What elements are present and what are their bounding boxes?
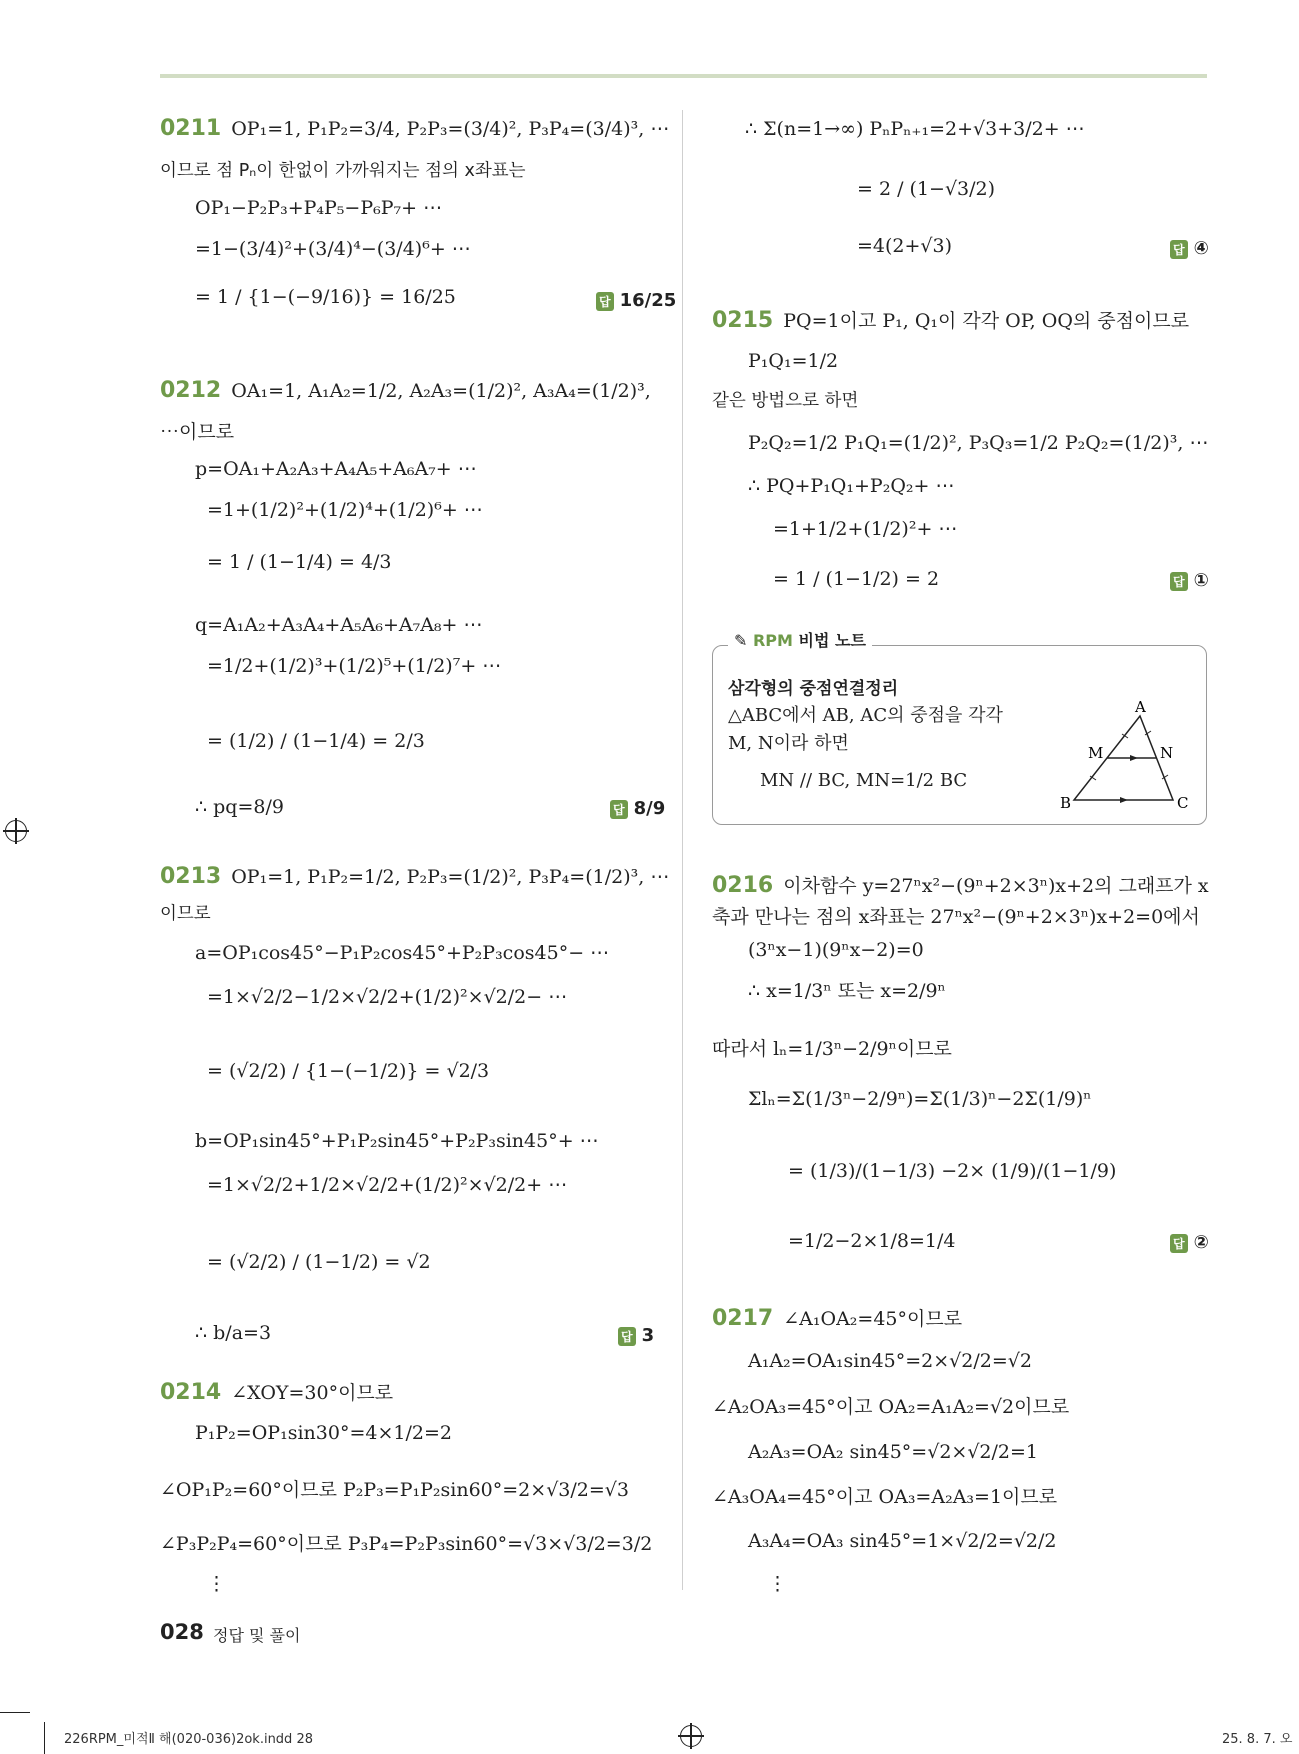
math-line: ∴ Σ(n=1→∞) PₙPₙ₊₁=2+√3+3/2+ ⋯ bbox=[745, 118, 1085, 140]
problem-0213-line: 0213 OP₁=1, P₁P₂=1/2, P₂P₃=(1/2)², P₃P₄=(1/2)³, ⋯ bbox=[160, 864, 670, 889]
math-line: ∴ x=1/3ⁿ 또는 x=2/9ⁿ bbox=[748, 980, 946, 1002]
math-line: ∠OP₁P₂=60°이므로 P₂P₃=P₁P₂sin60°=2×√3/2=√3 bbox=[160, 1479, 629, 1501]
math-line: =4(2+√3) bbox=[857, 235, 953, 257]
math-line: ∴ b/a=3 bbox=[195, 1322, 272, 1344]
math-line: =1+1/2+(1/2)²+ ⋯ bbox=[773, 518, 958, 540]
arrow-bc bbox=[1120, 797, 1128, 803]
problem-0215-line: 0215 PQ=1이고 P₁, Q₁이 각각 OP, OQ의 중점이므로 bbox=[712, 308, 1190, 333]
crop-mark bbox=[44, 1722, 45, 1754]
math-line: = (√2/2) / (1−1/2) = √2 bbox=[207, 1251, 431, 1273]
registration-mark-icon bbox=[680, 1725, 702, 1747]
answer-0214: 답 ④ bbox=[1170, 238, 1209, 259]
math-line: = 1 / {1−(−9/16)} = 16/25 bbox=[195, 286, 456, 308]
label-n: N bbox=[1160, 744, 1174, 762]
rpm-note-header: ✎ RPM 비법 노트 bbox=[728, 628, 872, 651]
math-line: A₃A₄=OA₃ sin45°=1×√2/2=√2/2 bbox=[748, 1530, 1057, 1552]
ellipsis: ⋮ bbox=[768, 1573, 787, 1595]
label-b: B bbox=[1060, 794, 1072, 812]
math-line: A₂A₃=OA₂ sin45°=√2×√2/2=1 bbox=[748, 1441, 1039, 1463]
problem-0216-line: 0216 이차함수 y=27ⁿx²−(9ⁿ+2×3ⁿ)x+2의 그래프가 x bbox=[712, 873, 1209, 898]
text-line: 이므로 점 Pₙ이 한없이 가까워지는 점의 x좌표는 bbox=[160, 161, 526, 181]
math-line: P₂Q₂=1/2 P₁Q₁=(1/2)², P₃Q₃=1/2 P₂Q₂=(1/2)³, ⋯ bbox=[748, 432, 1209, 454]
pencil-icon: ✎ bbox=[734, 631, 748, 650]
math-line: = (1/3)/(1−1/3) −2× (1/9)/(1−1/9) bbox=[788, 1160, 1117, 1182]
math-line: = 2 / (1−√3/2) bbox=[857, 178, 996, 200]
answer-0213: 답 3 bbox=[618, 1325, 654, 1346]
math-line: 따라서 lₙ=1/3ⁿ−2/9ⁿ이므로 bbox=[712, 1038, 952, 1060]
math-line: P₁Q₁=1/2 bbox=[748, 350, 839, 372]
problem-number: 0212 bbox=[160, 378, 222, 403]
math-line: = (1/2) / (1−1/4) = 2/3 bbox=[207, 730, 425, 752]
text-line: 같은 방법으로 하면 bbox=[712, 391, 859, 411]
problem-number: 0216 bbox=[712, 873, 774, 898]
math-line: Σlₙ=Σ(1/3ⁿ−2/9ⁿ)=Σ(1/3)ⁿ−2Σ(1/9)ⁿ bbox=[748, 1088, 1092, 1110]
label-m: M bbox=[1088, 744, 1104, 762]
math-line: ∴ PQ+P₁Q₁+P₂Q₂+ ⋯ bbox=[748, 475, 955, 497]
math-line: =1/2+(1/2)³+(1/2)⁵+(1/2)⁷+ ⋯ bbox=[207, 655, 502, 677]
text-line: ⋯이므로 bbox=[160, 421, 235, 443]
triangle-diagram bbox=[1050, 700, 1200, 815]
math-line: b=OP₁sin45°+P₁P₂sin45°+P₂P₃sin45°+ ⋯ bbox=[195, 1130, 599, 1152]
math-line: 축과 만나는 점의 x좌표는 27ⁿx²−(9ⁿ+2×3ⁿ)x+2=0에서 bbox=[712, 906, 1200, 928]
problem-number: 0214 bbox=[160, 1380, 222, 1405]
note-title: 삼각형의 중점연결정리 bbox=[728, 679, 899, 699]
answer-0212: 답 8/9 bbox=[610, 798, 665, 819]
math-line: ∴ pq=8/9 bbox=[195, 796, 284, 818]
column-divider bbox=[682, 110, 683, 1590]
ellipsis: ⋮ bbox=[207, 1573, 226, 1595]
math-line: = 1 / (1−1/4) = 4/3 bbox=[207, 551, 392, 573]
registration-mark-icon bbox=[5, 820, 27, 842]
math-line: ∠A₂OA₃=45°이고 OA₂=A₁A₂=√2이므로 bbox=[712, 1396, 1070, 1418]
crop-mark bbox=[0, 1712, 30, 1713]
problem-number: 0215 bbox=[712, 308, 774, 333]
problem-0212-line: 0212 OA₁=1, A₁A₂=1/2, A₂A₃=(1/2)², A₃A₄=(1/2)³, bbox=[160, 378, 651, 403]
problem-number: 0213 bbox=[160, 864, 222, 889]
math-line: ∠A₃OA₄=45°이고 OA₃=A₂A₃=1이므로 bbox=[712, 1486, 1058, 1508]
math-line: P₁P₂=OP₁sin30°=4×1/2=2 bbox=[195, 1422, 452, 1444]
math-line: =1−(3/4)²+(3/4)⁴−(3/4)⁶+ ⋯ bbox=[195, 238, 471, 260]
label-c: C bbox=[1177, 794, 1189, 812]
answer-0215: 답 ① bbox=[1170, 570, 1209, 591]
note-line: M, N이라 하면 bbox=[728, 733, 849, 754]
math-line: ∠P₃P₂P₄=60°이므로 P₃P₄=P₂P₃sin60°=√3×√3/2=3/2 bbox=[160, 1533, 653, 1555]
problem-number: 0211 bbox=[160, 116, 222, 141]
problem-number: 0217 bbox=[712, 1306, 774, 1331]
slug-date: 25. 8. 7. 오 bbox=[1222, 1732, 1293, 1747]
problem-0211-line: 0211 OP₁=1, P₁P₂=3/4, P₂P₃=(3/4)², P₃P₄=(3/4)³, ⋯ bbox=[160, 116, 670, 141]
arrow-mn bbox=[1130, 755, 1138, 761]
math-line: =1+(1/2)²+(1/2)⁴+(1/2)⁶+ ⋯ bbox=[207, 499, 483, 521]
math-line: = 1 / (1−1/2) = 2 bbox=[773, 568, 940, 590]
math-line: =1×√2/2−1/2×√2/2+(1/2)²×√2/2− ⋯ bbox=[207, 986, 568, 1008]
label-a: A bbox=[1135, 700, 1146, 716]
answer-0211: 답 16/25 bbox=[596, 290, 676, 311]
math-line: A₁A₂=OA₁sin45°=2×√2/2=√2 bbox=[748, 1350, 1032, 1372]
math-line: =1/2−2×1/8=1/4 bbox=[788, 1230, 956, 1252]
math-line: q=A₁A₂+A₃A₄+A₅A₆+A₇A₈+ ⋯ bbox=[195, 614, 483, 636]
problem-0217-line: 0217 ∠A₁OA₂=45°이므로 bbox=[712, 1306, 963, 1331]
math-line: = (√2/2) / {1−(−1/2)} = √2/3 bbox=[207, 1060, 490, 1082]
slug-filename: 226RPM_미적Ⅱ 해(020-036)2ok.indd 28 bbox=[64, 1732, 313, 1747]
problem-0214-line: 0214 ∠XOY=30°이므로 bbox=[160, 1380, 394, 1405]
footer-label: 정답 및 풀이 bbox=[213, 1626, 301, 1645]
math-line: (3ⁿx−1)(9ⁿx−2)=0 bbox=[748, 939, 924, 961]
note-line: MN // BC, MN=1/2 BC bbox=[760, 770, 968, 791]
math-line: p=OA₁+A₂A₃+A₄A₅+A₆A₇+ ⋯ bbox=[195, 458, 477, 480]
math-line: a=OP₁cos45°−P₁P₂cos45°+P₂P₃cos45°− ⋯ bbox=[195, 942, 610, 964]
math-line: OP₁−P₂P₃+P₄P₅−P₆P₇+ ⋯ bbox=[195, 197, 443, 219]
note-line: △ABC에서 AB, AC의 중점을 각각 bbox=[728, 705, 1003, 726]
math-line: =1×√2/2+1/2×√2/2+(1/2)²×√2/2+ ⋯ bbox=[207, 1174, 568, 1196]
answer-0216: 답 ② bbox=[1170, 1232, 1209, 1253]
page-number: 028 bbox=[160, 1620, 204, 1644]
top-rule bbox=[160, 74, 1207, 78]
text-line: 이므로 bbox=[160, 904, 211, 924]
